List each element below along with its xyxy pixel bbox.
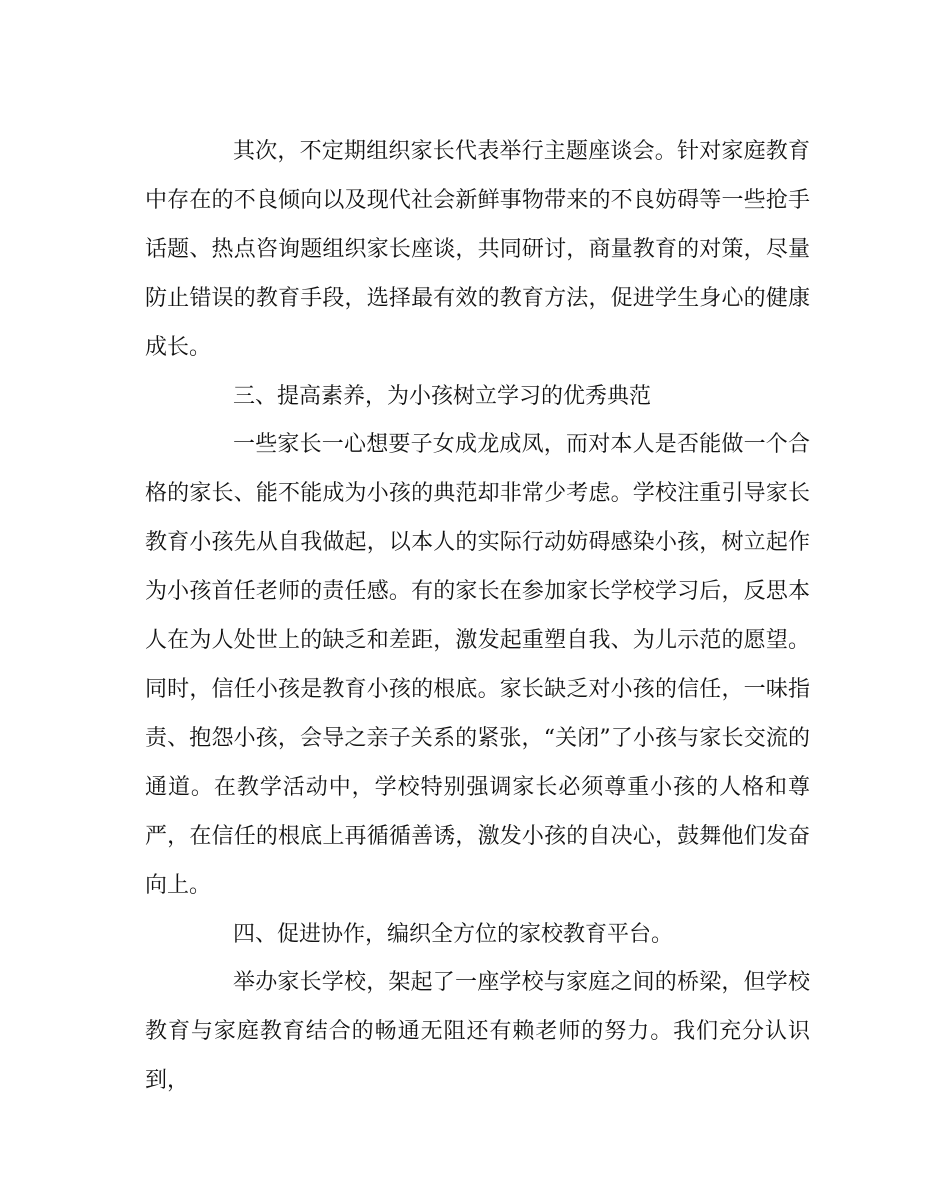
- paragraph-home-school-bridge: 举办家长学校，架起了一座学校与家庭之间的桥梁，但学校教育与家庭教育结合的畅通无阻还有赖老师的努力。我们充分认识到，: [145, 970, 810, 1094]
- paragraph-parent-example: 一些家长一心想要子女成龙成凤，而对本人是否能做一个合格的家长、能不能成为小孩的典范却非常少考虑。学校注重引导家长教育小孩先从自我做起，以本人的实际行动妨碍感染小孩，树立起作为小孩首任老师的责任感。有的家长在参加家长学校学习后，反思本人在为人处世上的缺乏和差距，激发起重塑自我、为儿示范的愿望。同时，信任小孩是教育小孩的根底。家长缺乏对小孩的信任，一味指责、抱怨小孩，会导之亲子关系的紧张，“关闭”了小孩与家长交流的通道。在教学活动中，学校特别强调家长必须尊重小孩的人格和尊严，在信任的根底上再循循善诱，激发小孩的自决心，鼓舞他们发奋向上。: [145, 432, 810, 898]
- document-body: [145, 128, 810, 1106]
- paragraph-parent-forum: 其次，不定期组织家长代表举行主题座谈会。针对家庭教育中存在的不良倾向以及现代社会新鲜事物带来的不良妨碍等一些抢手话题、热点咨询题组织家长座谈，共同研讨，商量教育的对策，尽量防止错误的教育手段，选择最有效的教育方法，促进学生身心的健康成长。: [145, 139, 810, 360]
- section-heading-4: 四、促进协作，编织全方位的家校教育平台。: [233, 921, 674, 947]
- section-heading-3: 三、提高素养，为小孩树立学习的优秀典范: [233, 383, 652, 409]
